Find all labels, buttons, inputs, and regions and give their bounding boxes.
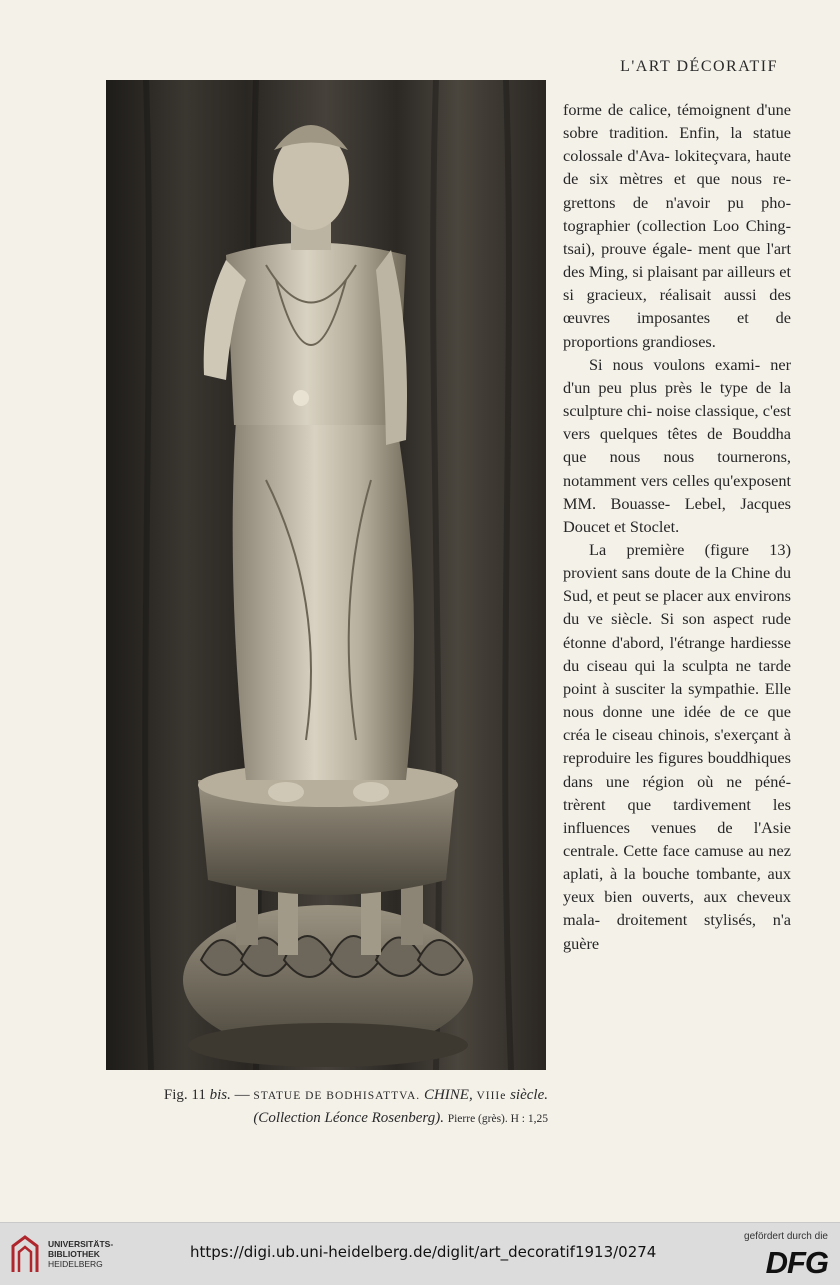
paragraph-1: forme de calice, témoignent d'une sobre tradition. Enfin, la statue colossale d'Ava- lokiteçvara, haute de six mètres et que nous re- grettons de n'avoir pu pho- tographier (collection Loo Ching-tsai), prouve égale- ment que l'art des Ming, si plaisant par ailleurs et si gracieux, réalisait aussi des œuvres imposantes et de proportions grandioses. <box>563 100 792 351</box>
running-head: L'ART DÉCORATIF <box>620 58 778 75</box>
funding-note: gefördert durch die <box>744 1231 828 1242</box>
caption-line-2: (Collection Léonce Rosenberg). Pierre (grès). H : 1,25 <box>253 1110 548 1126</box>
caption-line-1: Fig. 11 bis. — STATUE DE BODHISATTVA. CHINE, VIIIe siècle. <box>163 1087 548 1103</box>
statue-photograph <box>106 80 546 1070</box>
statue-illustration <box>106 80 546 1070</box>
article-body <box>563 98 791 955</box>
paragraph-2: Si nous voulons exami- ner d'un peu plus près le type de la sculpture chi- noise classique, c'est vers quelques têtes de Bouddha que nous nous tournerons, notamment vers celles qu'exposent MM. Bouasse- Lebel, Jacques Doucet et Stoclet. <box>563 354 792 536</box>
viewer-footer <box>0 1222 840 1285</box>
university-library-logo-icon[interactable] <box>10 1234 40 1274</box>
library-name[interactable]: UNIVERSITÄTS- BIBLIOTHEK HEIDELBERG <box>48 1239 114 1269</box>
dfg-logo[interactable]: DFG <box>765 1245 828 1280</box>
paragraph-3: La première (figure 13) provient sans doute de la Chine du Sud, et peut se placer aux environs du ve siècle. Si son aspect rude étonne d'abord, l'étrange hardiesse du ciseau qui la sculpta ne tarde point à susciter la sympathie. Elle nous donne une idée de ce que créa le ciseau chinois, s'exerçant à reproduire les figures bouddhiques dans une région où ne péné- trèrent que tardivement les influences venues de l'Asie centrale. Cette face camuse au nez aplati, à la bouche tombante, aux yeux bien ouverts, aux cheveux mala- droitement stylisés, n'a guère <box>563 539 792 953</box>
permalink-url[interactable]: https://digi.ub.uni-heidelberg.de/diglit/art_decoratif1913/0274 <box>190 1243 657 1261</box>
figure-caption <box>112 1084 548 1130</box>
